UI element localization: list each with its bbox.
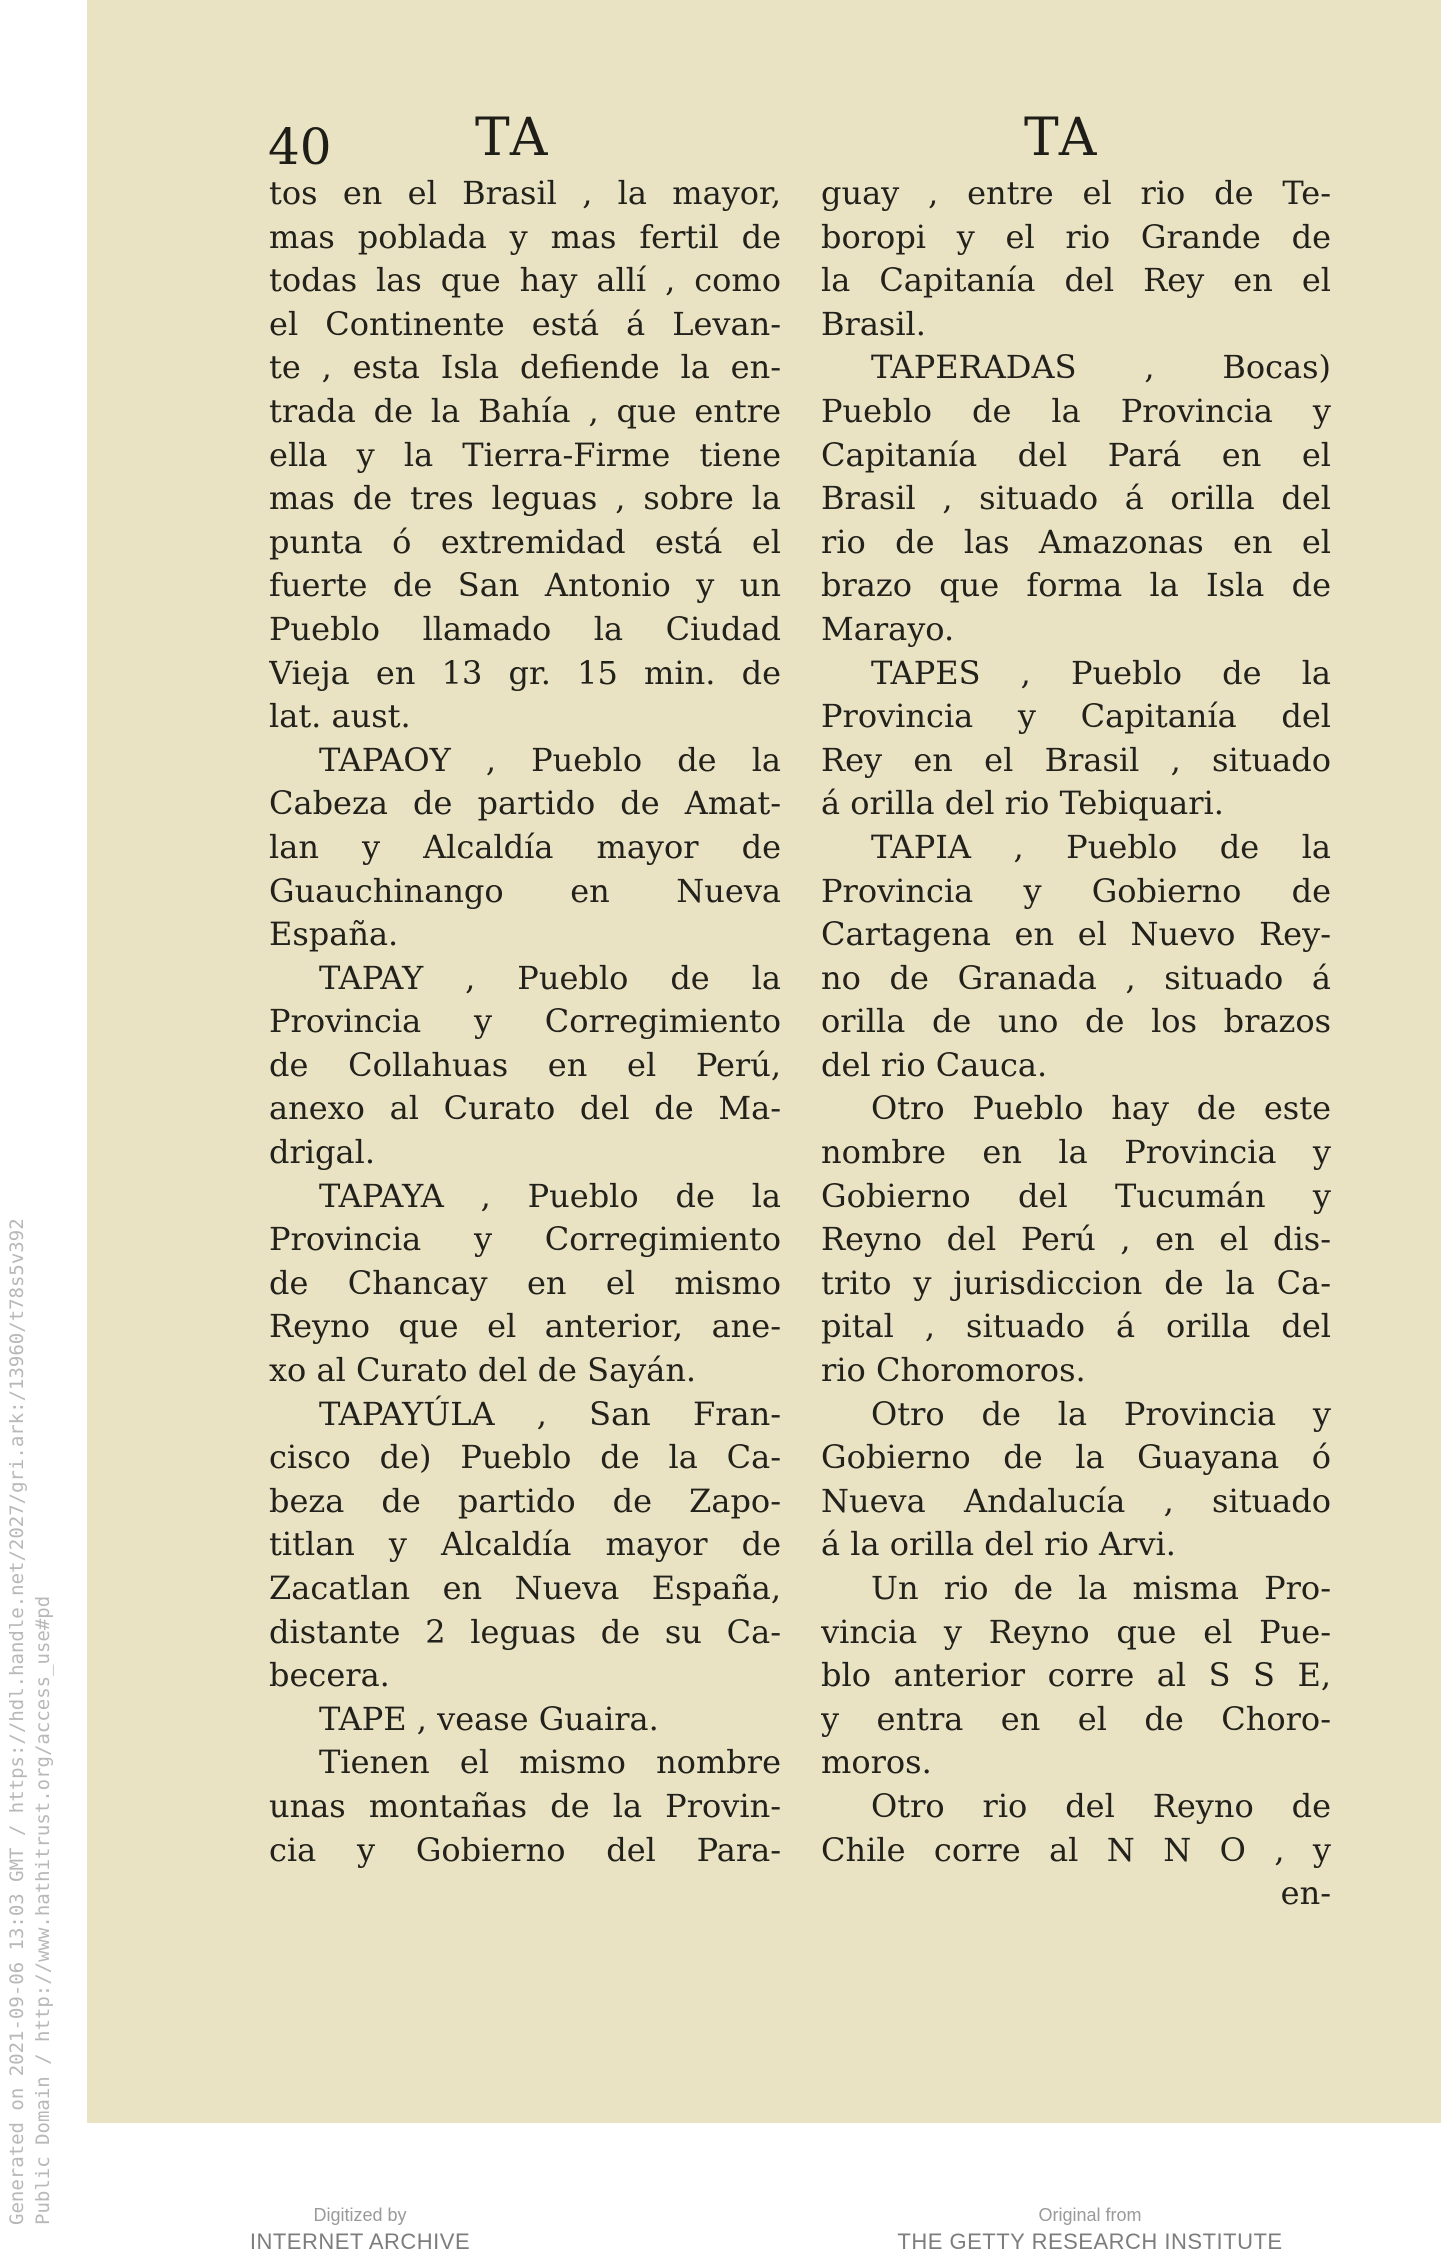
text-line: guay , entre el rio de Te-	[821, 174, 1331, 212]
text-line: Otro de la Provincia y	[871, 1394, 1331, 1433]
text-line: boropi y el rio Grande de	[821, 217, 1331, 256]
text-line: unas montañas de la Provin-	[269, 1786, 781, 1825]
original-from-credit	[850, 2203, 1330, 2257]
text-line: rio de las Amazonas en el	[821, 522, 1331, 561]
internet-archive-label: INTERNET ARCHIVE	[249, 2229, 471, 2254]
text-column-left	[269, 172, 781, 1872]
text-line: xo al Curato del de Sayán.	[269, 1351, 697, 1390]
text-line: Cabeza de partido de Amat-	[269, 784, 781, 823]
hathitrust-watermark	[4, 1218, 56, 2225]
text-line: Vieja en 13 gr. 15 min. de	[269, 653, 781, 692]
text-line: TAPES , Pueblo de la	[871, 653, 1331, 692]
text-line: Tienen el mismo nombre	[319, 1743, 781, 1782]
text-line: Provincia y Gobierno de	[821, 871, 1331, 910]
text-line: Rey en el Brasil , situado	[821, 740, 1331, 779]
text-line: te , esta Isla defiende la en-	[269, 348, 781, 387]
text-line: no de Granada , situado á	[821, 958, 1331, 997]
text-line: á orilla del rio Tebiquari.	[821, 784, 1224, 823]
digitized-by-label: Digitized by	[313, 2205, 407, 2225]
text-line: rio Choromoros.	[821, 1351, 1086, 1390]
text-line: anexo al Curato del de Ma-	[269, 1089, 781, 1128]
running-head-left: TA	[475, 108, 551, 168]
text-line: mas de tres leguas , sobre la	[269, 479, 781, 518]
running-head-right: TA	[1024, 108, 1100, 168]
text-line: TAPAOY , Pueblo de la	[319, 740, 781, 779]
text-line: Gobierno del Tucumán y	[821, 1176, 1331, 1215]
text-line: de Chancay en el mismo	[269, 1263, 781, 1302]
text-line: del rio Cauca.	[821, 1045, 1048, 1084]
text-line: la Capitanía del Rey en el	[821, 261, 1331, 300]
text-line: todas las que hay allí , como	[269, 261, 781, 300]
text-line: Capitanía del Pará en el	[821, 435, 1331, 474]
text-line: Brasil , situado á orilla del	[821, 479, 1331, 518]
text-line: lat. aust.	[269, 697, 411, 736]
text-line: trito y jurisdiccion de la Ca-	[821, 1263, 1331, 1302]
text-line: TAPAYÚLA , San Fran-	[319, 1394, 781, 1433]
text-line: Provincia y Capitanía del	[821, 697, 1331, 736]
text-line: distante 2 leguas de su Ca-	[269, 1612, 781, 1651]
text-line: Reyno del Perú , en el dis-	[821, 1220, 1331, 1259]
text-line: cisco de) Pueblo de la Ca-	[269, 1438, 781, 1477]
text-line: blo anterior corre al S S E,	[821, 1656, 1331, 1695]
text-line: Brasil.	[821, 304, 926, 343]
text-line: cia y Gobierno del Para-	[269, 1830, 781, 1869]
getty-institute-label: THE GETTY RESEARCH INSTITUTE	[897, 2229, 1283, 2254]
text-line: Chile corre al N N O , y	[821, 1830, 1331, 1869]
text-line: moros.	[821, 1743, 932, 1782]
text-line: Gobierno de la Guayana ó	[821, 1438, 1331, 1477]
text-line: TAPE , vease Guaira.	[319, 1699, 659, 1738]
text-line: fuerte de San Antonio y un	[269, 566, 781, 605]
text-line: beza de partido de Zapo-	[269, 1481, 781, 1520]
text-line: Pueblo llamado la Ciudad	[269, 609, 781, 648]
page-number: 40	[268, 118, 332, 176]
text-line: tos en el Brasil , la mayor,	[269, 174, 781, 212]
text-line: Zacatlan en Nueva España,	[269, 1569, 781, 1607]
text-line: vincia y Reyno que el Pue-	[821, 1612, 1331, 1651]
watermark-line-generated: Generated on 2021-09-06 13:03 GMT / https://hdl.handle.net/2027/gri.ark:/13960/t78s5v392	[6, 1218, 28, 2225]
text-line: en-	[1280, 1874, 1331, 1913]
text-line: de Collahuas en el Perú,	[269, 1045, 781, 1084]
text-line: Cartagena en el Nuevo Rey-	[821, 915, 1331, 954]
text-line: TAPAYA , Pueblo de la	[319, 1176, 781, 1215]
text-line: y entra en el de Choro-	[821, 1699, 1331, 1738]
text-line: Pueblo de la Provincia y	[821, 391, 1331, 430]
text-line: Marayo.	[821, 609, 955, 648]
text-line: Provincia y Corregimiento	[269, 1220, 781, 1259]
digitized-by-credit	[200, 2203, 520, 2257]
text-line: brazo que forma la Isla de	[821, 566, 1331, 605]
text-line: Provincia y Corregimiento	[269, 1002, 781, 1041]
text-line: punta ó extremidad está el	[269, 522, 781, 561]
text-column-right	[821, 172, 1331, 1916]
text-line: Reyno que el anterior, ane-	[269, 1307, 781, 1346]
watermark-line-rights: Public Domain / http://www.hathitrust.org/access_use#pd	[32, 1595, 54, 2225]
text-line: drigal.	[269, 1133, 375, 1172]
text-line: trada de la Bahía , que entre	[269, 391, 781, 430]
text-line: orilla de uno de los brazos	[821, 1002, 1331, 1041]
text-line: TAPAY , Pueblo de la	[319, 958, 781, 997]
text-line: Guauchinango en Nueva	[269, 871, 781, 910]
text-line: nombre en la Provincia y	[821, 1133, 1331, 1172]
text-line: Otro rio del Reyno de	[871, 1786, 1331, 1825]
text-line: Nueva Andalucía , situado	[821, 1481, 1331, 1520]
text-line: TAPIA , Pueblo de la	[871, 827, 1331, 866]
text-line: pital , situado á orilla del	[821, 1307, 1331, 1346]
text-line: á la orilla del rio Arvi.	[821, 1525, 1176, 1564]
text-line: Otro Pueblo hay de este	[871, 1089, 1331, 1128]
text-line: mas poblada y mas fertil de	[269, 217, 781, 256]
text-line: ella y la Tierra-Firme tiene	[269, 435, 781, 474]
text-line: Un rio de la misma Pro-	[871, 1569, 1331, 1607]
text-line: TAPERADAS , Bocas)	[871, 348, 1331, 387]
text-line: becera.	[269, 1656, 390, 1695]
text-line: España.	[269, 915, 399, 954]
text-line: el Continente está á Levan-	[269, 304, 781, 343]
text-line: lan y Alcaldía mayor de	[269, 827, 781, 866]
text-line: titlan y Alcaldía mayor de	[269, 1525, 781, 1564]
original-from-label: Original from	[1038, 2205, 1142, 2225]
